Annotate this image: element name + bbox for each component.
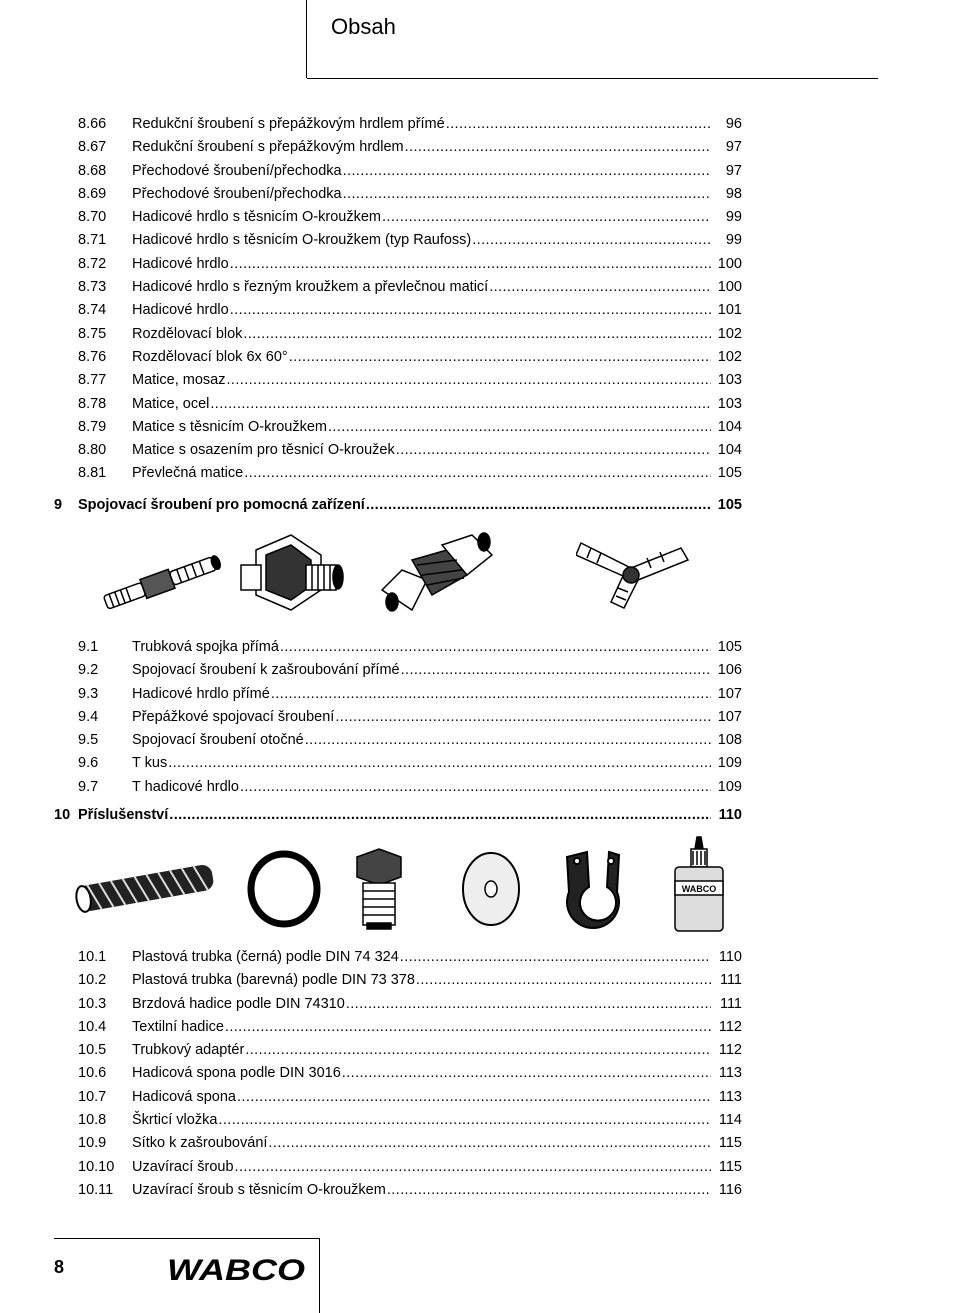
- toc-entry-number: 8.71: [78, 232, 107, 249]
- toc-entry-page: 104: [717, 442, 742, 459]
- toc-entry[interactable]: [54, 946, 742, 969]
- toc-leader-dots: [343, 160, 711, 183]
- toc-leader-dots: [446, 113, 711, 136]
- toc-leader-dots: [243, 323, 711, 346]
- toc-leader-dots: [305, 729, 711, 752]
- toc-entry-page: 107: [717, 708, 742, 725]
- toc-entry-page: 97: [725, 139, 742, 156]
- toc-entry[interactable]: [54, 113, 742, 136]
- toc-entry-page: 106: [717, 662, 742, 679]
- toc-entry-page: 96: [725, 116, 742, 132]
- toc-chapter-number: 10: [54, 807, 71, 823]
- header-divider-horizontal: [307, 78, 878, 79]
- toc-entry-number: 9.7: [78, 778, 99, 795]
- toc-entry-title: Trubkový adaptér: [132, 1042, 245, 1059]
- toc-entry-number: 9.3: [78, 685, 99, 702]
- footer-divider-horizontal: [54, 1238, 320, 1239]
- toc-leader-dots: [328, 416, 711, 439]
- toc-entry-page: 102: [717, 348, 742, 365]
- toc-leader-dots: [240, 776, 711, 799]
- toc-leader-dots: [489, 276, 711, 299]
- o-ring-image: [242, 847, 327, 932]
- bottle-label-text: WABCO: [681, 884, 717, 894]
- toc-chapter-number: 9: [54, 497, 63, 513]
- toc-leader-dots: [400, 946, 711, 969]
- toc-entry[interactable]: [54, 299, 742, 322]
- bulkhead-connector-image: [372, 520, 507, 625]
- toc-entry-page: 109: [717, 778, 742, 795]
- toc-entry-title: Plastová trubka (barevná) podle DIN 73 378: [132, 972, 415, 989]
- toc-entry-title: Uzavírací šroub s těsnicím O-kroužkem: [132, 1181, 386, 1198]
- toc-section-10: [54, 946, 742, 1202]
- toc-entry-title: Matice, mosaz: [132, 372, 226, 389]
- toc-leader-dots: [346, 993, 711, 1016]
- toc-entry-title: Hadicové hrdlo s těsnicím O-kroužkem: [132, 209, 381, 226]
- toc-leader-dots: [230, 299, 711, 322]
- toc-entry-number: 9.6: [78, 755, 99, 772]
- toc-entry-number: 8.78: [78, 395, 107, 412]
- toc-entry-page: 100: [717, 255, 742, 272]
- toc-entry-page: 99: [725, 209, 742, 226]
- toc-entry-number: 8.68: [78, 162, 107, 179]
- toc-entry-page: 108: [717, 732, 742, 749]
- toc-leader-dots: [405, 136, 711, 159]
- toc-entry-page: 114: [718, 1112, 742, 1129]
- toc-chapter-title: Příslušenství: [78, 807, 169, 823]
- toc-entry-page: 116: [718, 1181, 742, 1198]
- toc-leader-dots: [245, 1039, 711, 1062]
- toc-entry-title: Sítko k zašroubování: [132, 1135, 268, 1152]
- toc-entry-title: Převlečná matice: [132, 465, 244, 482]
- footer-divider-vertical: [319, 1238, 320, 1313]
- toc-entry-title: Přechodové šroubení/přechodka: [132, 185, 342, 202]
- toc-entry-page: 101: [717, 302, 742, 319]
- screw-plug-image: [349, 847, 409, 932]
- toc-entry-title: Trubková spojka přímá: [132, 639, 279, 655]
- t-piece-image: [576, 528, 694, 618]
- toc-entry[interactable]: [54, 776, 742, 799]
- toc-chapter-row[interactable]: [54, 803, 742, 827]
- toc-entry-title: Hadicové hrdlo s řezným kroužkem a převlečnou maticí: [132, 279, 489, 296]
- toc-entry[interactable]: [54, 323, 742, 346]
- toc-leader-dots: [225, 1016, 711, 1039]
- toc-leader-dots: [289, 346, 711, 369]
- toc-entry[interactable]: [54, 1086, 742, 1109]
- toc-leader-dots: [210, 393, 711, 416]
- toc-entry-page: 113: [718, 1088, 742, 1105]
- toc-entry-title: Plastová trubka (černá) podle DIN 74 324: [132, 949, 399, 965]
- page-title: Obsah: [331, 14, 396, 39]
- toc-entry-title: Přechodové šroubení/přechodka: [132, 162, 342, 179]
- toc-entry-number: 10.3: [78, 995, 107, 1012]
- toc-entry-page: 112: [718, 1018, 742, 1035]
- toc-entry-page: 115: [718, 1158, 742, 1175]
- toc-leader-dots: [169, 803, 711, 827]
- wabco-logo-text: WABCO: [167, 1254, 305, 1286]
- toc-entry-page: 97: [725, 162, 742, 179]
- toc-leader-dots: [244, 462, 711, 485]
- toc-entry-number: 9.4: [78, 708, 99, 725]
- toc-entry-number: 8.77: [78, 372, 107, 389]
- toc-leader-dots: [218, 1109, 711, 1132]
- toc-leader-dots: [268, 1132, 711, 1155]
- toc-entry[interactable]: [54, 1062, 742, 1085]
- toc-chapter-row[interactable]: [54, 493, 742, 517]
- toc-entry-page: 107: [717, 685, 742, 702]
- toc-entry-number: 8.75: [78, 325, 107, 342]
- toc-entry-page: 112: [718, 1042, 742, 1059]
- toc-entry-page: 103: [717, 372, 742, 389]
- toc-leader-dots: [342, 1062, 711, 1085]
- toc-entry-number: 10.1: [78, 949, 107, 965]
- toc-entry-title: Hadicové hrdlo s těsnicím O-kroužkem (typ Raufoss): [132, 232, 472, 249]
- toc-chapter-title: Spojovací šroubení pro pomocná zařízení: [78, 497, 365, 513]
- toc-entry[interactable]: [54, 1039, 742, 1062]
- toc-entry[interactable]: [54, 439, 742, 462]
- toc-chapter-page: 110: [718, 807, 742, 823]
- toc-entry-title: Škrticí vložka: [132, 1112, 218, 1129]
- toc-entry[interactable]: [54, 369, 742, 392]
- accessories-illustration-strip: [54, 835, 742, 940]
- toc-leader-dots: [226, 369, 711, 392]
- toc-entry-number: 8.72: [78, 255, 107, 272]
- straight-tube-connector-image: [94, 545, 249, 615]
- toc-entry[interactable]: [54, 393, 742, 416]
- toc-entry-number: 10.9: [78, 1135, 107, 1152]
- toc-entry-number: 9.5: [78, 732, 99, 749]
- toc-entry-title: Matice, ocel: [132, 395, 210, 412]
- toc-leader-dots: [416, 969, 711, 992]
- toc-entry-number: 10.6: [78, 1065, 107, 1082]
- toc-entry-number: 10.11: [78, 1181, 114, 1198]
- toc-entry-number: 9.1: [78, 639, 99, 655]
- toc-entry-page: 115: [718, 1135, 742, 1152]
- toc-entry[interactable]: [54, 346, 742, 369]
- screw-in-connector-image: [236, 520, 351, 625]
- toc-entry-title: T kus: [132, 755, 168, 772]
- toc-entry[interactable]: [54, 462, 742, 485]
- toc-leader-dots: [366, 493, 711, 517]
- toc-entry-page: 105: [717, 639, 742, 655]
- toc-entry-title: Rozdělovací blok: [132, 325, 243, 342]
- toc-entry[interactable]: [54, 136, 742, 159]
- toc-section-9: [54, 636, 742, 799]
- toc-entry-page: 109: [717, 755, 742, 772]
- toc-entry-title: Hadicové hrdlo: [132, 302, 229, 319]
- toc-entry-number: 10.2: [78, 972, 107, 989]
- toc-leader-dots: [343, 183, 711, 206]
- toc-entry-title: Matice s osazením pro těsnicí O-kroužek: [132, 442, 395, 459]
- toc-entry-title: Redukční šroubení s přepážkovým hrdlem přímé: [132, 116, 445, 132]
- toc-entry-title: Hadicová spona: [132, 1088, 236, 1105]
- toc-leader-dots: [382, 206, 711, 229]
- toc-entry-page: 103: [717, 395, 742, 412]
- toc-entry[interactable]: [54, 993, 742, 1016]
- toc-entry-number: 8.67: [78, 139, 107, 156]
- toc-leader-dots: [235, 1156, 711, 1179]
- toc-entry[interactable]: [54, 416, 742, 439]
- toc-leader-dots: [168, 752, 711, 775]
- toc-entry[interactable]: [54, 1132, 742, 1155]
- toc-entry-number: 10.8: [78, 1112, 107, 1129]
- toc-entry-number: 8.76: [78, 348, 107, 365]
- toc-entry-page: 113: [718, 1065, 742, 1082]
- wabco-logo: [167, 1254, 307, 1286]
- toc-entry-title: Rozdělovací blok 6x 60°: [132, 348, 288, 365]
- toc-entry-title: T hadicové hrdlo: [132, 778, 239, 795]
- toc-entry[interactable]: [54, 276, 742, 299]
- washer-image: [459, 847, 524, 932]
- toc-entry-title: Redukční šroubení s přepážkovým hrdlem: [132, 139, 404, 156]
- toc-entry[interactable]: [54, 1016, 742, 1039]
- toc-entry[interactable]: [54, 160, 742, 183]
- toc-entry-number: 8.81: [78, 465, 107, 482]
- toc-entry[interactable]: [54, 1156, 742, 1179]
- toc-entry[interactable]: [54, 969, 742, 992]
- toc-entry-page: 102: [717, 325, 742, 342]
- toc-entry-number: 8.66: [78, 116, 107, 132]
- toc-entry[interactable]: [54, 752, 742, 775]
- toc-entry-number: 9.2: [78, 662, 99, 679]
- toc-entry[interactable]: [54, 229, 742, 252]
- toc-entry[interactable]: [54, 636, 742, 659]
- toc-entry-title: Hadicové hrdlo: [132, 255, 229, 272]
- toc-entry-number: 8.70: [78, 209, 107, 226]
- toc-entry-page: 105: [717, 465, 742, 482]
- toc-entry[interactable]: [54, 1109, 742, 1132]
- toc-leader-dots: [230, 253, 711, 276]
- toc-entry-number: 10.10: [78, 1158, 115, 1175]
- toc-entry-number: 8.74: [78, 302, 107, 319]
- toc-entry-page: 100: [717, 279, 742, 296]
- toc-entry-title: Uzavírací šroub: [132, 1158, 234, 1175]
- toc-entry[interactable]: [54, 659, 742, 682]
- toc-entry-number: 8.69: [78, 185, 107, 202]
- toc-leader-dots: [335, 706, 711, 729]
- toc-leader-dots: [271, 683, 711, 706]
- toc-leader-dots: [387, 1179, 711, 1202]
- toc-entry-title: Brzdová hadice podle DIN 74310: [132, 995, 345, 1012]
- toc-entry-title: Matice s těsnicím O-kroužkem: [132, 418, 327, 435]
- toc-entry-page: 99: [725, 232, 742, 249]
- toc-entry-title: Přepážkové spojovací šroubení: [132, 708, 335, 725]
- toc-leader-dots: [472, 229, 711, 252]
- toc-entry[interactable]: [54, 206, 742, 229]
- toc-entry-page: 98: [725, 185, 742, 202]
- toc-entry[interactable]: [54, 729, 742, 752]
- toc-entry-page: 110: [718, 949, 742, 965]
- toc-entry-page: 104: [717, 418, 742, 435]
- hose-clamp-image: [559, 847, 624, 932]
- toc-entry-number: 10.5: [78, 1042, 107, 1059]
- toc-entry-number: 8.80: [78, 442, 107, 459]
- toc-entry-title: Spojovací šroubení otočné: [132, 732, 304, 749]
- toc-entry[interactable]: [54, 683, 742, 706]
- toc-leader-dots: [237, 1086, 711, 1109]
- toc-entry-number: 8.73: [78, 279, 107, 296]
- toc-entry-title: Hadicová spona podle DIN 3016: [132, 1065, 341, 1082]
- toc-leader-dots: [280, 636, 711, 659]
- toc-entry-page: 111: [719, 995, 742, 1012]
- header-divider-vertical: [306, 0, 307, 78]
- adhesive-bottle-image: [669, 835, 729, 935]
- toc-entry[interactable]: [54, 1179, 742, 1202]
- toc-section-8: [54, 113, 742, 486]
- toc-entry-title: Spojovací šroubení k zašroubování přímé: [132, 662, 400, 679]
- toc-entry-number: 10.4: [78, 1018, 107, 1035]
- fittings-illustration-strip: [54, 520, 742, 625]
- toc-entry[interactable]: [54, 253, 742, 276]
- toc-entry-number: 8.79: [78, 418, 107, 435]
- toc-leader-dots: [401, 659, 711, 682]
- toc-entry-page: 111: [719, 972, 742, 989]
- toc-entry[interactable]: [54, 706, 742, 729]
- toc-entry-number: 10.7: [78, 1088, 107, 1105]
- toc-chapter-9: [54, 493, 742, 517]
- braided-hose-image: [69, 855, 224, 925]
- toc-leader-dots: [396, 439, 711, 462]
- toc-entry-title: Textilní hadice: [132, 1018, 224, 1035]
- toc-entry-title: Hadicové hrdlo přímé: [132, 685, 270, 702]
- toc-entry[interactable]: [54, 183, 742, 206]
- toc-chapter-10: [54, 803, 742, 827]
- page-number: 8: [54, 1257, 65, 1277]
- toc-chapter-page: 105: [717, 497, 742, 513]
